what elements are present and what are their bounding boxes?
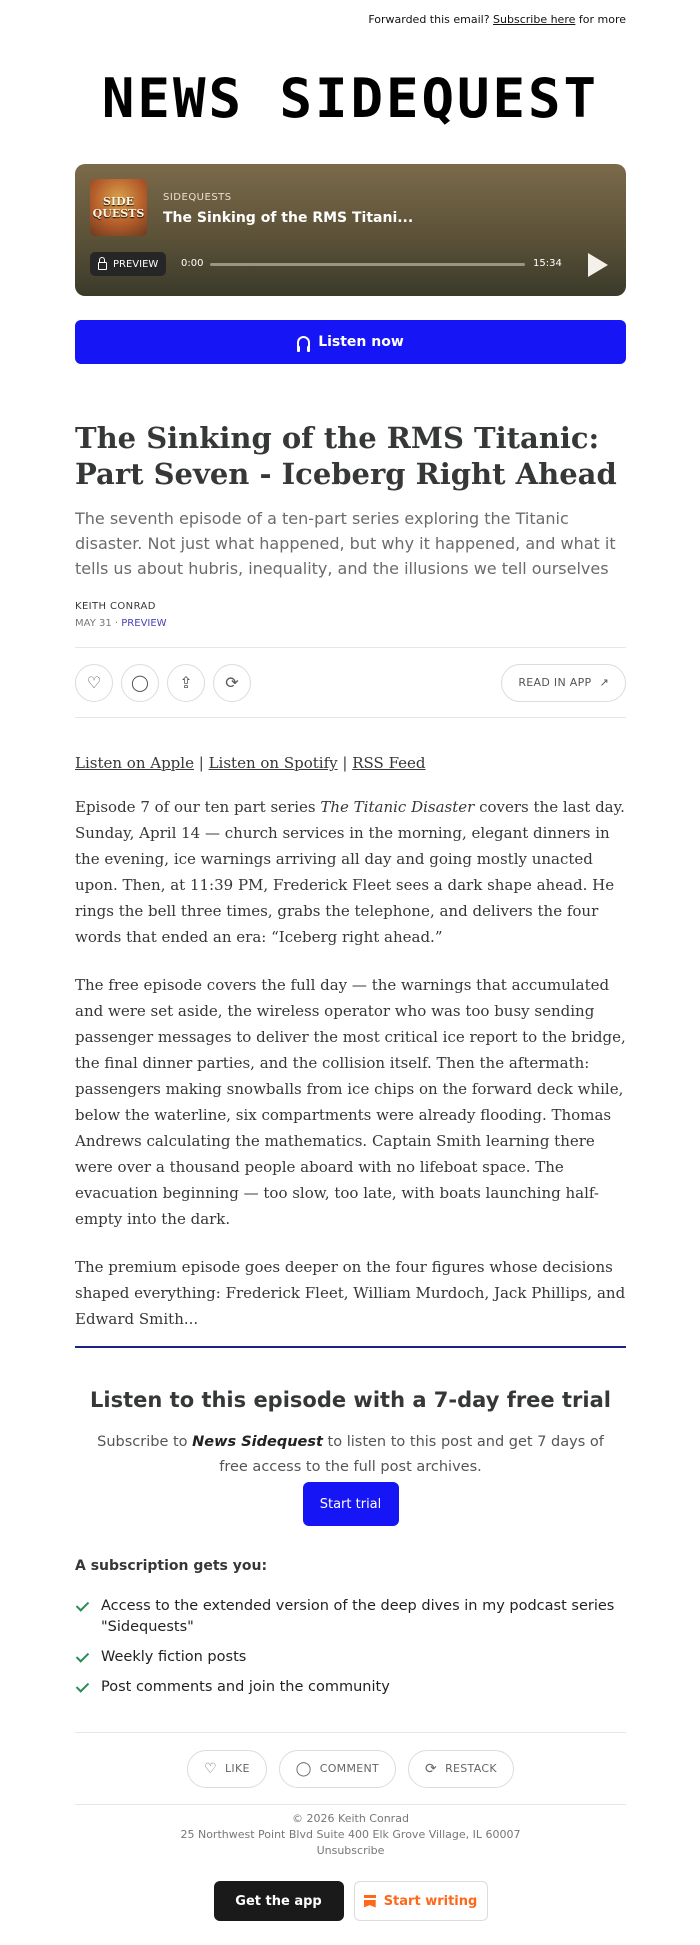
meta-separator: · bbox=[114, 618, 119, 629]
copyright: © 2026 Keith Conrad bbox=[292, 1812, 409, 1825]
post-subtitle: The seventh episode of a ten-part series exploring the Titanic disaster. Not just what happened, but why it happened, and what it tells us about hubris, inequality, and the illusions we tell ourselves bbox=[75, 509, 616, 578]
lock-icon bbox=[98, 262, 107, 270]
body-paragraph-1 bbox=[75, 794, 626, 950]
play-icon[interactable] bbox=[588, 253, 608, 277]
read-in-app-button[interactable] bbox=[501, 664, 626, 702]
player-series-label: SIDEQUESTS bbox=[163, 192, 232, 203]
publication-name: News Sidequest bbox=[192, 1434, 323, 1450]
podcast-links bbox=[75, 754, 626, 772]
paywall-title: Listen to this episode with a 7-day free trial bbox=[90, 1388, 611, 1412]
rss-feed-link[interactable]: RSS Feed bbox=[352, 754, 426, 772]
masthead[interactable] bbox=[75, 34, 626, 164]
footer-legal bbox=[75, 1804, 626, 1859]
restack-icon: ⟳ bbox=[225, 673, 239, 692]
unsubscribe-link[interactable]: Unsubscribe bbox=[316, 1844, 385, 1857]
check-icon bbox=[76, 1598, 89, 1611]
post-actions-bar bbox=[75, 647, 626, 718]
benefits-heading: A subscription gets you: bbox=[75, 1558, 268, 1574]
preview-badge-label: PREVIEW bbox=[113, 258, 159, 270]
series-name: The Titanic Disaster bbox=[320, 798, 475, 816]
listen-now-label: Listen now bbox=[318, 334, 404, 350]
time-total: 15:34 bbox=[533, 258, 562, 269]
benefits-list bbox=[75, 1596, 626, 1698]
comment-label: COMMENT bbox=[319, 1762, 380, 1775]
access-label: PREVIEW bbox=[121, 618, 167, 629]
episode-cover-art: SIDE QUESTS bbox=[90, 179, 147, 236]
footer-app-buttons bbox=[75, 1881, 626, 1921]
footer-like-button[interactable] bbox=[187, 1750, 267, 1788]
restack-icon: ⟳ bbox=[425, 1760, 438, 1777]
link-separator: | bbox=[342, 754, 348, 772]
bookmark-icon bbox=[364, 1895, 376, 1908]
body-paragraph-2: The free episode covers the full day — the warnings that accumulated and were set aside, the wireless operator who was too busy sending passenger messages to deliver the most critical ice report to the bridge, the final dinner parties, and the collision itself. Then the aftermath: passengers making snowballs from ice chips on the forward deck while, below the waterline, six compartments were already flooding. Thomas Andrews calculating the mathematics. Captain Smith learning there were over a thousand people aboard with no lifeboat space. The evacuation beginning — too slow, too late, with boats launching half-empty into the dark. bbox=[75, 976, 626, 1228]
body-text: covers the last day. Sunday, April 14 — church services in the morning, elegant dinners in the evening, ice warnings arriving all day and going mostly unacted upon. Then, at 11:39 PM, Frederick Fleet sees a dark shape ahead. He rings the bell three times, grabs the telephone, and delivers the four words that ended an era: “Iceberg right ahead.” bbox=[75, 798, 625, 946]
benefit-item bbox=[75, 1677, 626, 1698]
link-separator: | bbox=[198, 754, 204, 772]
audio-player[interactable] bbox=[75, 164, 626, 296]
paywall-divider bbox=[75, 1346, 626, 1348]
read-in-app-label: READ IN APP bbox=[518, 676, 592, 689]
heart-icon: ♡ bbox=[86, 673, 102, 692]
footer-comment-button[interactable] bbox=[279, 1750, 396, 1788]
preview-badge bbox=[90, 252, 166, 276]
engagement-buttons bbox=[75, 664, 251, 702]
check-icon bbox=[76, 1679, 89, 1692]
share-icon: ⇪ bbox=[179, 673, 193, 692]
post-date: MAY 31 bbox=[75, 618, 112, 629]
start-writing-button[interactable] bbox=[354, 1881, 488, 1921]
forward-notice bbox=[75, 0, 626, 34]
arrow-up-right-icon: ↗ bbox=[599, 676, 609, 689]
heart-icon: ♡ bbox=[204, 1760, 217, 1777]
benefit-item bbox=[75, 1647, 626, 1668]
author-name[interactable]: KEITH CONRAD bbox=[75, 601, 156, 612]
restack-label: RESTACK bbox=[445, 1762, 497, 1775]
benefit-text: Access to the extended version of the deep dives in my podcast series "Sidequests" bbox=[101, 1598, 615, 1635]
start-writing-label: Start writing bbox=[383, 1893, 478, 1909]
restack-button[interactable] bbox=[213, 664, 251, 702]
forward-suffix: for more bbox=[578, 13, 626, 26]
like-label: LIKE bbox=[225, 1762, 250, 1775]
body-paragraph-3: The premium episode goes deeper on the four figures whose decisions shaped everything: Frederick Fleet, William Murdoch, Jack Phillips, and Edward Smith... bbox=[75, 1258, 626, 1328]
benefit-text: Weekly fiction posts bbox=[101, 1649, 247, 1665]
publication-title[interactable]: NEWS SIDEQUEST bbox=[101, 67, 600, 130]
progress-bar[interactable] bbox=[210, 263, 525, 266]
player-episode-title: The Sinking of the RMS Titani... bbox=[163, 210, 414, 226]
check-icon bbox=[76, 1649, 89, 1662]
footer-restack-button[interactable] bbox=[408, 1750, 514, 1788]
share-button[interactable] bbox=[167, 664, 205, 702]
listen-now-button[interactable] bbox=[75, 320, 626, 364]
comment-icon: ◯ bbox=[295, 1760, 312, 1777]
benefit-item bbox=[75, 1596, 626, 1638]
get-the-app-button[interactable]: Get the app bbox=[214, 1881, 344, 1921]
time-elapsed: 0:00 bbox=[181, 258, 204, 269]
start-trial-button[interactable]: Start trial bbox=[303, 1482, 399, 1526]
headphones-icon bbox=[297, 336, 310, 348]
email-content bbox=[75, 0, 626, 1921]
mailing-address: 25 Northwest Point Blvd Suite 400 Elk Grove Village, IL 60007 bbox=[180, 1828, 521, 1841]
forward-prefix: Forwarded this email? bbox=[368, 13, 490, 26]
benefit-text: Post comments and join the community bbox=[101, 1679, 390, 1695]
cta-text: Subscribe to bbox=[97, 1434, 193, 1450]
cta-text: to listen to this post and get 7 days of free access to the full post archives. bbox=[219, 1434, 604, 1475]
post-title[interactable]: The Sinking of the RMS Titanic: Part Seven - Iceberg Right Ahead bbox=[75, 421, 617, 491]
comment-button[interactable] bbox=[121, 664, 159, 702]
post-meta bbox=[75, 618, 626, 629]
like-button[interactable] bbox=[75, 664, 113, 702]
subscribe-link[interactable]: Subscribe here bbox=[493, 13, 576, 26]
listen-on-apple-link[interactable]: Listen on Apple bbox=[75, 754, 194, 772]
listen-on-spotify-link[interactable]: Listen on Spotify bbox=[208, 754, 338, 772]
body-text: Episode 7 of our ten part series bbox=[75, 798, 321, 816]
paywall-description bbox=[96, 1430, 606, 1480]
footer-actions bbox=[75, 1732, 626, 1804]
comment-icon: ◯ bbox=[131, 673, 149, 692]
